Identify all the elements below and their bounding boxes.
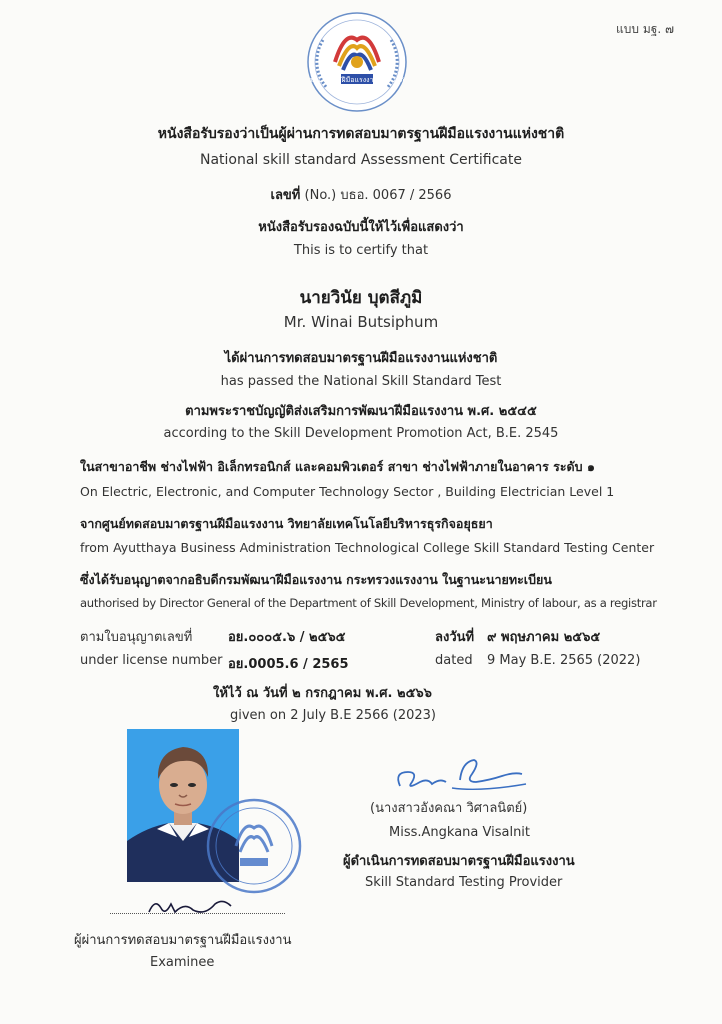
examinee-label-th: ผู้ผ่านการทดสอบมาตรฐานฝีมือแรงงาน	[74, 933, 292, 948]
official-stamp	[204, 796, 304, 896]
form-code: แบบ มฐ. ๗	[616, 22, 674, 36]
license-number-en: อย.0005.6 / 2565	[228, 657, 349, 672]
authority-en: authorised by Director General of the Department of Skill Development, Ministry of labour, as a registrar	[80, 596, 657, 610]
provider-signature	[390, 752, 530, 798]
authority-th: ซึ่งได้รับอนุญาตจากอธิบดีกรมพัฒนาฝีมือแรงงาน กระทรวงแรงงาน ในฐานะนายทะเบียน	[80, 572, 552, 587]
sector-en: On Electric, Electronic, and Computer Technology Sector , Building Electrician Level 1	[80, 484, 615, 499]
license-date-th: ๙ พฤษภาคม ๒๕๖๕	[487, 630, 601, 645]
center-en: from Ayutthaya Business Administration Technological College Skill Standard Testing Center	[80, 540, 655, 555]
national-skill-standard-logo	[305, 10, 409, 114]
provider-name-en: Miss.Angkana Visalnit	[389, 825, 531, 840]
certify-statement-en: This is to certify that	[293, 243, 429, 258]
seal-text: มาตรฐาน ฝีมือแรงงานแห่งชาติ	[309, 76, 405, 84]
center-th: จากศูนย์ทดสอบมาตรฐานฝีมือแรงงาน วิทยาลัยเทคโนโลยีบริหารธุรกิจอยุธยา	[80, 516, 493, 531]
act-statement-th: ตามพระราชบัญญัติส่งเสริมการพัฒนาฝีมือแรงงาน พ.ศ. ๒๕๔๕	[185, 404, 537, 419]
license-number-th: อย.๐๐๐๕.๖ / ๒๕๖๕	[228, 630, 346, 645]
certificate-title-en: National skill standard Assessment Certificate	[199, 152, 522, 168]
provider-role-en: Skill Standard Testing Provider	[365, 875, 563, 890]
license-dated-label-th: ลงวันที่	[435, 630, 475, 645]
given-date-th: ให้ไว้ ณ วันที่ ๒ กรกฎาคม พ.ศ. ๒๕๖๖	[213, 686, 432, 701]
examinee-label-en: Examinee	[150, 955, 215, 970]
recipient-name-en: Mr. Winai Butsiphum	[283, 313, 439, 331]
provider-name-th: (นางสาวอังคณา วิศาลนิตย์)	[370, 801, 528, 816]
sector-th: ในสาขาอาชีพ ช่างไฟฟ้า อิเล็กทรอนิกส์ และคอมพิวเตอร์ สาขา ช่างไฟฟ้าภายในอาคาร ระดับ ๑	[80, 459, 595, 474]
license-dated-label-en: dated	[435, 653, 473, 668]
act-statement-en: according to the Skill Development Promotion Act, B.E. 2545	[163, 426, 559, 441]
given-date-en: given on 2 July B.E 2566 (2023)	[230, 708, 437, 723]
license-label-en: under license number	[80, 653, 223, 668]
passed-statement-en: has passed the National Skill Standard Test	[220, 374, 502, 389]
license-date-en: 9 May B.E. 2565 (2022)	[487, 653, 641, 668]
certificate-number	[0, 184, 722, 205]
certify-statement-th: หนังสือรับรองฉบับนี้ให้ไว้เพื่อแสดงว่า	[258, 220, 464, 235]
provider-role-th: ผู้ดำเนินการทดสอบมาตรฐานฝีมือแรงงาน	[343, 854, 575, 869]
certificate-title-th: หนังสือรับรองว่าเป็นผู้ผ่านการทดสอบมาตรฐานฝีมือแรงงานแห่งชาติ	[157, 126, 565, 142]
recipient-name-th: นายวินัย บุตสีภูมิ	[299, 288, 423, 308]
certificate-number-value: (No.) บธอ. 0067 / 2566	[304, 188, 452, 203]
license-label-th: ตามใบอนุญาตเลขที่	[80, 630, 193, 645]
passed-statement-th: ได้ผ่านการทดสอบมาตรฐานฝีมือแรงงานแห่งชาติ	[224, 351, 498, 366]
certificate-number-label: เลขที่	[270, 188, 301, 203]
examinee-signature	[145, 894, 235, 918]
